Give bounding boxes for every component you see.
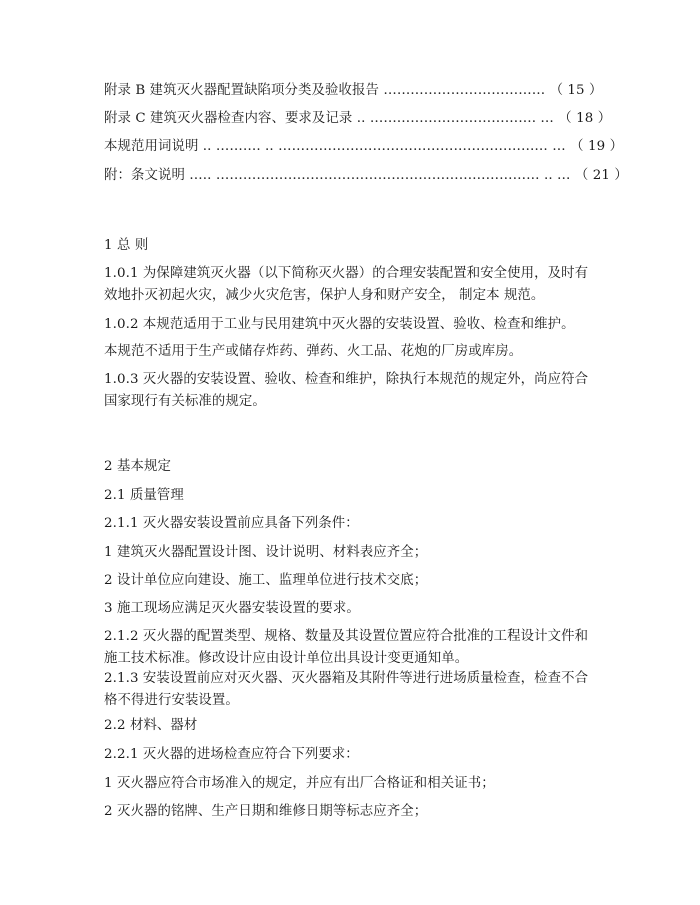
chapter-2-heading: 2 基本规定 (104, 459, 171, 474)
toc-entry-explanation[interactable]: 附：条文说明 ….. ……………………………………………………………… .. … （ 21 ） (104, 168, 628, 183)
clause-2-1-1: 2.1.1 灭火器安装设置前应具备下列条件： (104, 516, 359, 531)
list-item: 3 施工现场应满足灭火器安装设置的要求。 (104, 601, 360, 616)
clause-1-0-1: 1.0.1 为保障建筑灭火器（以下简称灭火器）的合理安装配置和安全使用，及时有效地扑灭初起火灾，减少火灾危害，保护人身和财产安全， 制定本 规范。 (104, 266, 589, 303)
clause-1-0-3: 1.0.3 灭火器的安装设置、验收、检查和维护，除执行本规范的规定外，尚应符合国家现行有关标准的规定。 (104, 372, 589, 409)
clause-2-1-3: 2.1.3 安装设置前应对灭火器、灭火器箱及其附件等进行进场质量检查，检查不合格不得进行安装设置。 (104, 671, 589, 708)
toc-entry-wording[interactable]: 本规范用词说明 .. ………. .. …………………………………………………… … （ 19 ） (104, 139, 624, 154)
toc-entry-appendix-b[interactable]: 附录 B 建筑灭火器配置缺陷项分类及验收报告 ……………………………… （ 15 ） (104, 83, 603, 98)
toc-entry-appendix-c[interactable]: 附录 C 建筑灭火器检查内容、要求及记录 .. ………………………………. … （ 18 ） (104, 111, 612, 126)
chapter-1-heading: 1 总 则 (104, 238, 149, 253)
clause-2-1-2: 2.1.2 灭火器的配置类型、规格、数量及其设置位置应符合批准的工程设计文件和施工技术标准。修改设计应由设计单位出具设计变更通知单。 (104, 629, 589, 666)
section-2-1-heading: 2.1 质量管理 (104, 488, 184, 503)
clause-1-0-2: 1.0.2 本规范适用于工业与民用建筑中灭火器的安装设置、验收、检查和维护。 (104, 317, 575, 332)
list-item: 1 灭火器应符合市场准入的规定，并应有出厂合格证和相关证书； (104, 776, 495, 791)
list-item: 2 设计单位应向建设、施工、监理单位进行技术交底； (104, 573, 428, 588)
section-2-2-heading: 2.2 材料、器材 (104, 718, 198, 733)
clause-2-2-1: 2.2.1 灭火器的进场检查应符合下列要求： (104, 747, 359, 762)
list-item: 2 灭火器的铭牌、生产日期和维修日期等标志应齐全； (104, 804, 428, 819)
list-item: 1 建筑灭火器配置设计图、设计说明、材料表应齐全； (104, 545, 428, 560)
clause-1-0-2-exclusion: 本规范不适用于生产或储存炸药、弹药、火工品、花炮的厂房或库房。 (104, 344, 523, 359)
